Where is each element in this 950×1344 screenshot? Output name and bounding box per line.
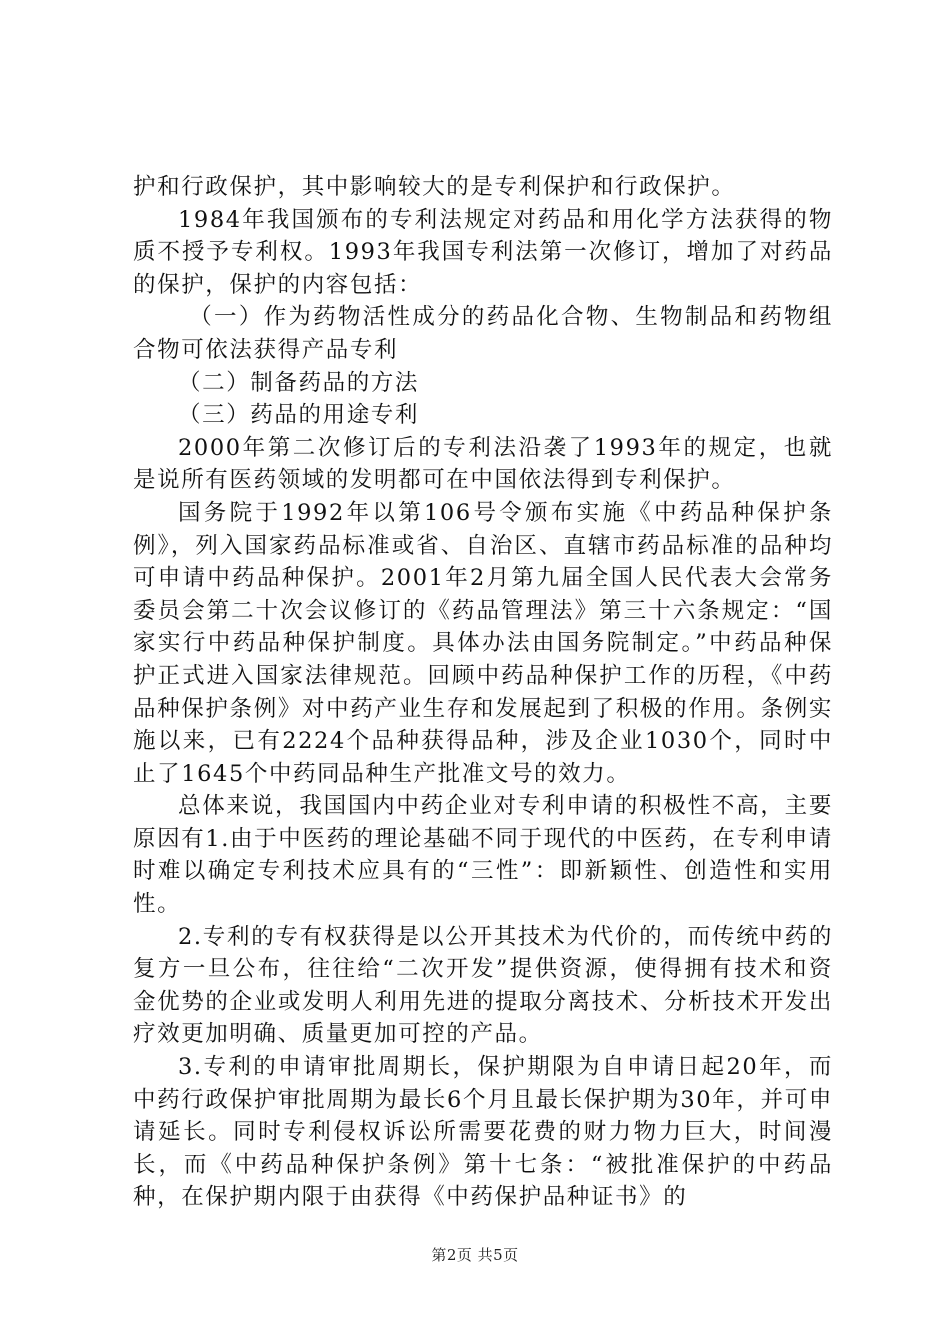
page-number-footer: 第2页 共5页 xyxy=(431,1246,519,1264)
document-body xyxy=(133,171,833,1214)
paragraph-continuation: 护和行政保护，其中影响较大的是专利保护和行政保护。 xyxy=(133,174,736,200)
paragraph-item-2: （二）制备药品的方法 xyxy=(178,369,420,396)
paragraph-reason-2: 2.专利的专有权获得是以公开其技术为代价的，而传统中药的复方一旦公布，往往给“二次开发”提供资源，使得拥有技术和资金优势的企业或发明人利用先进的提取分离技术、分析技术开发出疗效更加明确、质量更加可控的产品。 xyxy=(133,923,833,1048)
paragraph-item-1: （一）作为药物活性成分的药品化合物、生物制品和药物组合物可依法获得产品专利 xyxy=(133,304,833,363)
paragraph-overall-reasons: 总体来说，我国国内中药企业对专利申请的积极性不高，主要原因有1.由于中医药的理论基础不同于现代的中医药，在专利申请时难以确定专利技术应具有的“三性”：即新颖性、创造性和实用性。 xyxy=(133,793,833,918)
paragraph-patent-law-1984: 1984年我国颁布的专利法规定对药品和用化学方法获得的物质不授予专利权。1993年我国专利法第一次修订，增加了对药品的保护，保护的内容包括： xyxy=(133,206,833,298)
paragraph-state-council-1992: 国务院于1992年以第106号令颁布实施《中药品种保护条例》，列入国家药品标准或省、自治区、直辖市药品标准的品种均可申请中药品种保护。2001年2月第九届全国人民代表大会常务委员会第二十次会议修订的《药品管理法》第三十六条规定：“国家实行中药品种保护制度。具体办法由国务院制定。”中药品种保护正式进入国家法律规范。回顾中药品种保护工作的历程，《中药品种保护条例》对中药产业生存和发展起到了积极的作用。条例实施以来，已有2224个品种获得品种，涉及企业1030个，同时中止了1645个中药同品种生产批准文号的效力。 xyxy=(133,499,833,787)
paragraph-reason-3: 3.专利的申请审批周期长，保护期限为自申请日起20年，而中药行政保护审批周期为最长6个月且最长保护期为30年，并可申请延长。同时专利侵权诉讼所需要花费的财力物力巨大，时间漫长，而《中药品种保护条例》第十七条：“被批准保护的中药品种，在保护期内限于由获得《中药保护品种证书》的 xyxy=(133,1054,833,1211)
paragraph-item-3: （三）药品的用途专利 xyxy=(178,402,420,429)
paragraph-patent-law-2000: 2000年第二次修订后的专利法沿袭了1993年的规定，也就是说所有医药领域的发明都可在中国依法得到专利保护。 xyxy=(133,434,833,494)
